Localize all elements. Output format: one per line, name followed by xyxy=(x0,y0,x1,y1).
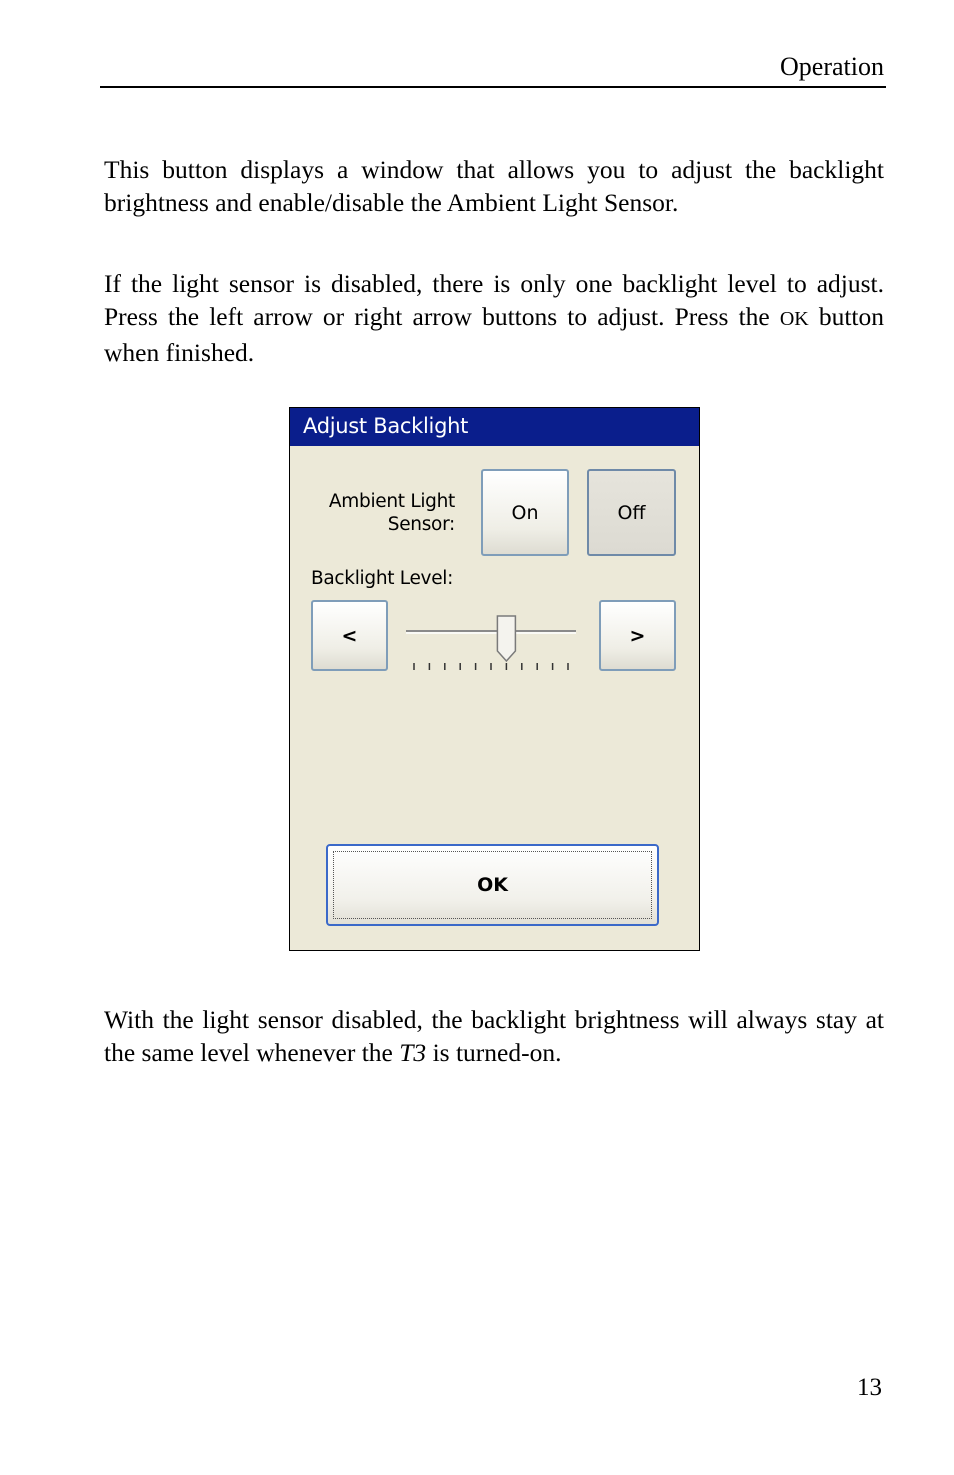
ambient-sensor-label-line1: Ambient Light xyxy=(328,491,455,512)
instructions-text-end: button when finished. xyxy=(104,302,884,367)
sensor-off-button[interactable]: Off xyxy=(587,469,676,556)
ok-button[interactable] xyxy=(326,844,659,926)
device-name: T3 xyxy=(399,1038,427,1067)
ambient-sensor-label xyxy=(329,490,455,536)
sensor-disabled-text-start: With the light sensor disabled, the backlight brightness will always stay at the same level whenever the xyxy=(104,1005,884,1067)
sensor-disabled-text-end: is turned-on. xyxy=(426,1038,562,1067)
paragraph-sensor-disabled xyxy=(104,1003,884,1069)
increase-level-button[interactable]: > xyxy=(599,600,676,671)
ok-keyword: OK xyxy=(779,308,809,330)
dialog-title: Adjust Backlight xyxy=(303,414,469,438)
sensor-on-button[interactable]: On xyxy=(481,469,569,556)
adjust-backlight-dialog xyxy=(289,407,700,951)
decrease-level-button[interactable]: < xyxy=(311,600,388,671)
ok-focus-rect xyxy=(333,851,652,919)
backlight-level-label: Backlight Level: xyxy=(311,568,454,589)
slider-thumb[interactable] xyxy=(497,616,515,661)
running-header xyxy=(100,52,886,88)
paragraph-intro: This button displays a window that allows you to adjust the backlight brightness and enable/disable the Ambient Light Sensor. xyxy=(104,155,884,217)
ok-button-label: OK xyxy=(477,874,508,896)
slider-ticks xyxy=(414,663,568,670)
instructions-text-start: If the light sensor is disabled, there is only one backlight level to adjust. Press the left arrow or right arrow buttons to adjust. Press the xyxy=(104,269,884,331)
backlight-level-slider[interactable] xyxy=(402,613,580,673)
page-number: 13 xyxy=(857,1374,882,1401)
paragraph-instructions xyxy=(104,267,884,369)
ambient-sensor-label-line2: Sensor: xyxy=(387,514,455,535)
running-title: Operation xyxy=(780,52,884,81)
dialog-titlebar[interactable] xyxy=(290,408,699,446)
